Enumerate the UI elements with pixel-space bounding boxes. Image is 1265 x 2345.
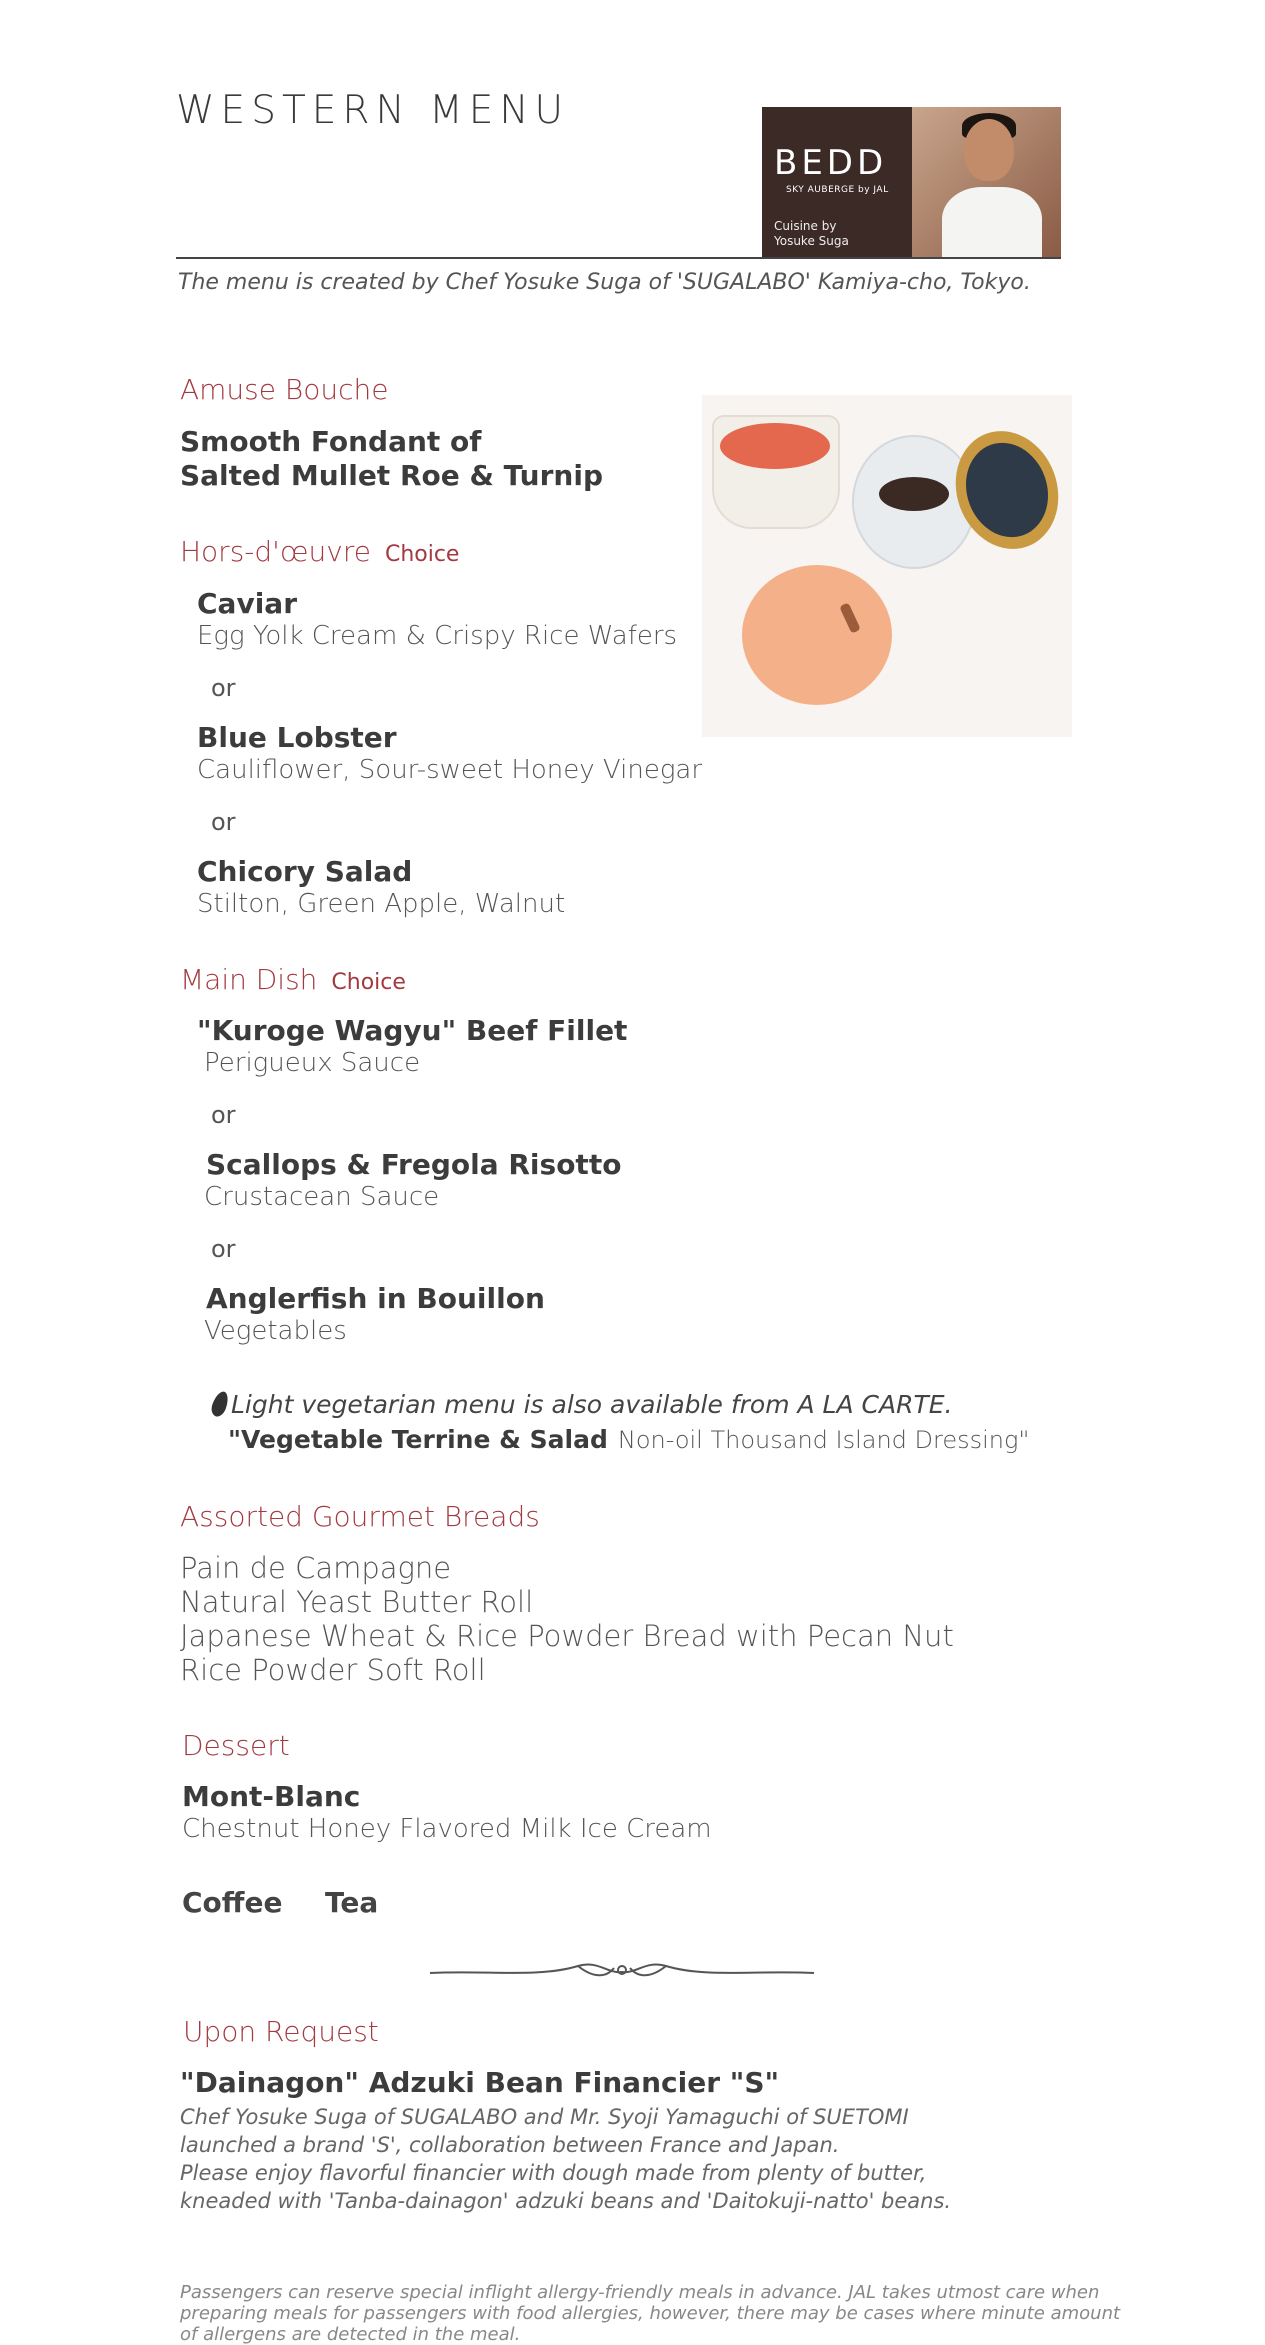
amuse-line-1: Smooth Fondant of <box>180 425 482 458</box>
allergy-line: preparing meals for passengers with food allergies, however, there may be cases where minute amount <box>180 2303 1121 2324</box>
vegetarian-note-text: Light vegetarian menu is also available from A LA CARTE. <box>231 1390 953 1419</box>
dessert-heading: Dessert <box>182 1729 290 1762</box>
bread-item: Pain de Campagne <box>180 1551 452 1585</box>
cuisine-line-2: Yosuke Suga <box>774 234 849 248</box>
amuse-line-2: Salted Mullet Roe & Turnip <box>180 459 603 492</box>
title-divider <box>176 257 1061 259</box>
hors-heading-row <box>180 535 459 568</box>
hors-item-desc: Stilton, Green Apple, Walnut <box>197 889 566 919</box>
main-choice-label: Choice <box>331 970 406 995</box>
hors-item-name: Caviar <box>197 587 297 620</box>
vegetarian-dish <box>228 1425 1029 1454</box>
breads-heading: Assorted Gourmet Breads <box>180 1500 540 1533</box>
main-heading-row <box>180 963 406 996</box>
chef-badge <box>762 107 1061 257</box>
main-item-name: Scallops & Fregola Risotto <box>206 1148 622 1181</box>
intro-text: The menu is created by Chef Yosuke Suga of 'SUGALABO' Kamiya-cho, Tokyo. <box>178 270 1031 295</box>
hors-choice-label: Choice <box>384 542 460 567</box>
vegetarian-dressing: Non-oil Thousand Island Dressing" <box>617 1426 1030 1454</box>
hors-item-name: Blue Lobster <box>197 721 397 754</box>
request-description <box>180 2103 951 2215</box>
coffee-label: Coffee <box>182 1886 283 1919</box>
allergy-line: Passengers can reserve special inflight allergy-friendly meals in advance. JAL takes utmost care when <box>180 2282 1100 2303</box>
brand-subtitle: SKY AUBERGE by JAL <box>786 185 889 195</box>
or-separator: or <box>211 1101 236 1129</box>
caviar-photo <box>702 395 1072 737</box>
wafer-plate <box>742 565 892 705</box>
main-heading: Main Dish <box>180 963 318 996</box>
bread-item: Natural Yeast Butter Roll <box>180 1585 534 1619</box>
bread-item: Rice Powder Soft Roll <box>180 1653 486 1687</box>
or-separator: or <box>211 1235 236 1263</box>
request-line: kneaded with 'Tanba-dainagon' adzuki beans and 'Daitokuji-natto' beans. <box>180 2189 952 2213</box>
hors-item-desc: Cauliflower, Sour-sweet Honey Vinegar <box>197 755 703 785</box>
chef-coat <box>942 187 1042 257</box>
vegetarian-dish-name: "Vegetable Terrine & Salad <box>228 1425 608 1454</box>
or-separator: or <box>211 674 236 702</box>
request-line: Please enjoy flavorful financier with dough made from plenty of butter, <box>180 2161 927 2185</box>
hors-item-name: Chicory Salad <box>197 855 413 888</box>
main-item-desc: Vegetables <box>204 1316 347 1346</box>
leaf-icon <box>209 1389 231 1418</box>
main-item-desc: Perigueux Sauce <box>204 1048 421 1078</box>
page-title: WESTERN MENU <box>176 88 570 133</box>
brand-logo: BEDD <box>774 143 888 183</box>
main-item-name: "Kuroge Wagyu" Beef Fillet <box>197 1014 628 1047</box>
flourish-divider <box>428 1948 816 1988</box>
bread-item: Japanese Wheat & Rice Powder Bread with Pecan Nut <box>180 1619 954 1653</box>
main-item-name: Anglerfish in Bouillon <box>206 1282 545 1315</box>
request-line: Chef Yosuke Suga of SUGALABO and Mr. Syoji Yamaguchi of SUETOMI <box>180 2105 909 2129</box>
dessert-desc: Chestnut Honey Flavored Milk Ice Cream <box>182 1814 712 1844</box>
vegetarian-note <box>213 1390 952 1419</box>
cuisine-credit <box>774 219 874 249</box>
main-item-desc: Crustacean Sauce <box>204 1182 440 1212</box>
request-line: launched a brand 'S', collaboration between France and Japan. <box>180 2133 840 2157</box>
tea-label: Tea <box>325 1886 379 1919</box>
hors-item-desc: Egg Yolk Cream & Crispy Rice Wafers <box>197 621 678 651</box>
dessert-name: Mont-Blanc <box>182 1780 361 1813</box>
chef-face <box>964 119 1014 181</box>
amuse-heading: Amuse Bouche <box>180 373 389 406</box>
cuisine-line-1: Cuisine by <box>774 219 837 233</box>
ramekin <box>712 415 840 529</box>
or-separator: or <box>211 808 236 836</box>
allergy-line: of allergens are detected in the meal. <box>180 2324 521 2345</box>
request-dish-name: "Dainagon" Adzuki Bean Financier "S" <box>180 2066 780 2099</box>
hors-heading: Hors-d'œuvre <box>180 535 371 568</box>
request-heading: Upon Request <box>183 2015 379 2048</box>
